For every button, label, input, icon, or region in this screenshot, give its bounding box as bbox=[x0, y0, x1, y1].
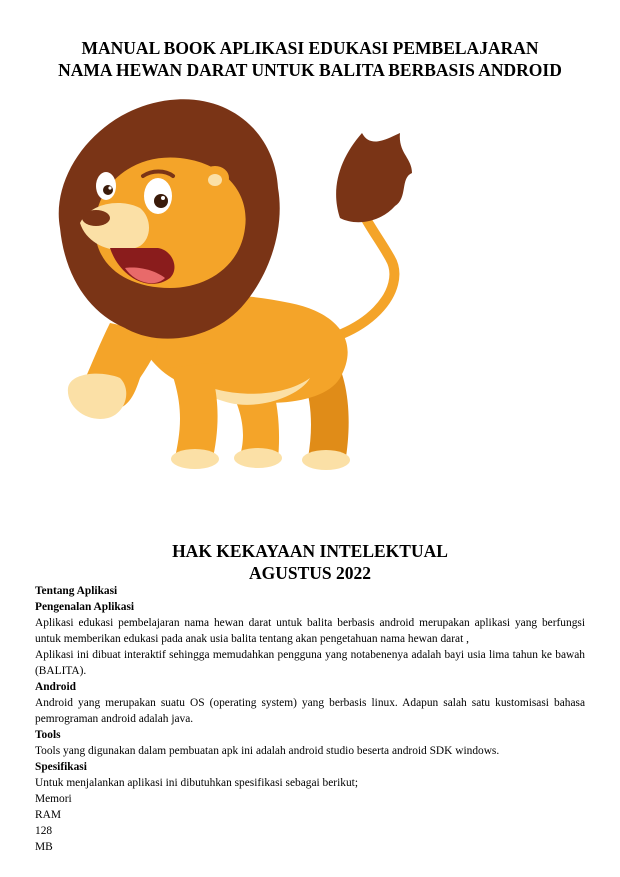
android-paragraph: Android yang merupakan suatu OS (operating system) yang berbasis linux. Adapun salah satu kustomisasi bahasa pemrograman android adalah java. bbox=[35, 697, 585, 725]
section-heading-tools: Tools bbox=[35, 729, 61, 741]
tools-paragraph: Tools yang digunakan dalam pembuatan apk ini adalah android studio beserta android SDK windows. bbox=[35, 745, 500, 757]
section-heading-android: Android bbox=[35, 681, 76, 693]
spesifikasi-paragraph: Untuk menjalankan aplikasi ini dibutuhkan spesifikasi sebagai berikut; bbox=[35, 777, 358, 789]
lion-illustration bbox=[40, 78, 440, 480]
section-heading-spesifikasi: Spesifikasi bbox=[35, 761, 87, 773]
document-body bbox=[35, 583, 585, 855]
hki-date: AGUSTUS 2022 bbox=[248, 563, 372, 583]
document-title bbox=[0, 37, 620, 81]
spec-item: 128 bbox=[35, 825, 53, 837]
section-heading-tentang: Tentang Aplikasi bbox=[35, 585, 118, 597]
hki-line-1: HAK KEKAYAAN INTELEKTUAL bbox=[172, 541, 448, 561]
section-heading-pengenalan: Pengenalan Aplikasi bbox=[35, 601, 135, 613]
spec-item: MB bbox=[35, 841, 53, 853]
pengenalan-paragraph-2: Aplikasi ini dibuat interaktif sehingga memudahkan pengguna yang notabenenya adalah bayi usia lima tahun ke bawah (BALITA). bbox=[35, 649, 585, 677]
pengenalan-paragraph-1: Aplikasi edukasi pembelajaran nama hewan darat untuk balita berbasis android merupakan aplikasi yang berfungsi untuk memberikan edukasi pada anak usia balita tentang akan pengetahuan nama hewan darat , bbox=[35, 617, 585, 645]
hki-heading bbox=[0, 540, 620, 584]
title-line-2: NAMA HEWAN DARAT UNTUK BALITA BERBASIS ANDROID bbox=[58, 60, 562, 80]
spec-item: Memori bbox=[35, 793, 72, 805]
title-line-1: MANUAL BOOK APLIKASI EDUKASI PEMBELAJARAN bbox=[81, 38, 539, 58]
spec-item: RAM bbox=[35, 809, 61, 821]
